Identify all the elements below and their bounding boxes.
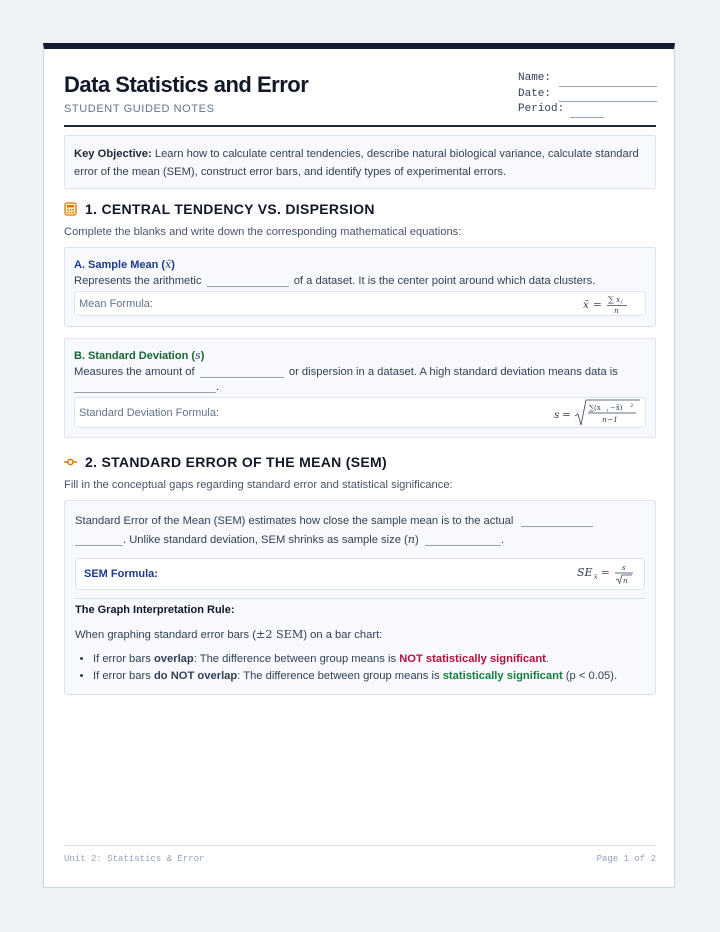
sd-blank-2[interactable]: [74, 380, 216, 393]
sem-card: [64, 500, 656, 695]
period-label: Period:: [518, 103, 565, 115]
rule-title: The Graph Interpretation Rule:: [75, 604, 235, 616]
mean-formula-math: [581, 292, 641, 316]
svg-text:∑(x: ∑(x: [589, 404, 601, 412]
sem-formula-math: [575, 559, 641, 589]
mean-formula-box: [74, 291, 646, 316]
footer-page-number: Page 1 of 2: [596, 854, 656, 864]
svg-text:x: x: [616, 295, 621, 304]
sem-blank-1[interactable]: [521, 514, 593, 527]
svg-text:n−1: n−1: [602, 415, 618, 424]
svg-text:−x̄): −x̄): [610, 404, 623, 412]
svg-text:s: s: [622, 564, 626, 572]
rule-no-overlap: • If error bars do NOT overlap: The difference between group means is statistically significant (p < 0.05).: [93, 668, 617, 685]
svg-text:i: i: [621, 299, 623, 306]
sample-mean-card: [64, 247, 656, 327]
worksheet-page: [43, 43, 675, 888]
sem-text-line2: . Unlike standard deviation, SEM shrinks as sample size (n) .: [75, 533, 504, 546]
sd-formula-box: [74, 397, 646, 428]
svg-text:=: =: [562, 409, 571, 421]
sem-blank-3[interactable]: [425, 533, 501, 546]
section1-title: 1. CENTRAL TENDENCY VS. DISPERSION: [85, 201, 375, 217]
svg-text:n: n: [614, 306, 619, 315]
page-header: [64, 63, 656, 127]
page-footer: [64, 845, 656, 864]
footer-unit: Unit 2: Statistics & Error: [64, 854, 205, 864]
rule-list: [75, 651, 617, 685]
divider: [75, 598, 645, 599]
objective-label: Key Objective:: [74, 148, 152, 160]
sd-blank-1[interactable]: [200, 365, 284, 378]
sem-text-line1: Standard Error of the Mean (SEM) estimates how close the sample mean is to the actual: [75, 514, 593, 527]
section1-heading: [64, 199, 375, 219]
svg-text:s: s: [554, 409, 560, 421]
key-objective-box: [64, 135, 656, 189]
sample-mean-text: Represents the arithmetic of a dataset. It is the center point around which data clusters.: [74, 275, 596, 287]
svg-text:=: =: [601, 567, 610, 579]
page-title: Data Statistics and Error: [64, 72, 309, 97]
name-field[interactable]: [559, 75, 657, 87]
svg-text:=: =: [593, 299, 602, 311]
std-deviation-card: [64, 338, 656, 438]
svg-text:x̄: x̄: [594, 574, 598, 581]
std-deviation-label: B. Standard Deviation (s): [74, 349, 205, 362]
section1-intro: Complete the blanks and write down the corresponding mathematical equations:: [64, 226, 462, 238]
date-field[interactable]: [559, 90, 657, 102]
sem-blank-2[interactable]: [75, 533, 123, 546]
std-deviation-text: Measures the amount of or dispersion in a dataset. A high standard deviation means data is: [74, 366, 618, 378]
svg-text:2: 2: [630, 403, 634, 409]
svg-text:i: i: [607, 407, 609, 414]
svg-text:∑: ∑: [608, 295, 614, 304]
sample-mean-label: A. Sample Mean (x̄): [74, 258, 175, 271]
student-info: [518, 71, 657, 118]
calculator-icon: [64, 202, 77, 216]
rule-intro: When graphing standard error bars (±2 SEM) on a bar chart:: [75, 628, 383, 641]
commit-icon: [64, 455, 77, 469]
sem-formula-box: [75, 558, 645, 590]
name-label: Name:: [518, 72, 552, 84]
mean-blank[interactable]: [207, 274, 289, 287]
std-deviation-text-2: .: [74, 380, 219, 393]
mean-formula-label: Mean Formula:: [79, 298, 153, 310]
sem-formula-label: SEM Formula:: [84, 568, 158, 580]
section2-intro: Fill in the conceptual gaps regarding standard error and statistical significance:: [64, 479, 453, 491]
svg-text:x̄: x̄: [583, 299, 589, 311]
sd-formula-math: [550, 398, 642, 428]
section2-title: 2. STANDARD ERROR OF THE MEAN (SEM): [85, 454, 387, 470]
date-label: Date:: [518, 87, 552, 100]
svg-text:n: n: [623, 577, 628, 585]
period-field[interactable]: [570, 106, 604, 118]
section2-heading: [64, 452, 387, 472]
svg-text:SE: SE: [577, 566, 593, 579]
page-subtitle: STUDENT GUIDED NOTES: [64, 103, 215, 115]
rule-overlap: • If error bars overlap: The difference between group means is NOT statistically significant.: [93, 651, 617, 668]
sd-formula-label: Standard Deviation Formula:: [79, 407, 220, 419]
objective-text: Learn how to calculate central tendencies, describe natural biological variance, calculate standard error of the mean (SEM), construct error bars, and identify types of experimental errors.: [74, 148, 639, 178]
